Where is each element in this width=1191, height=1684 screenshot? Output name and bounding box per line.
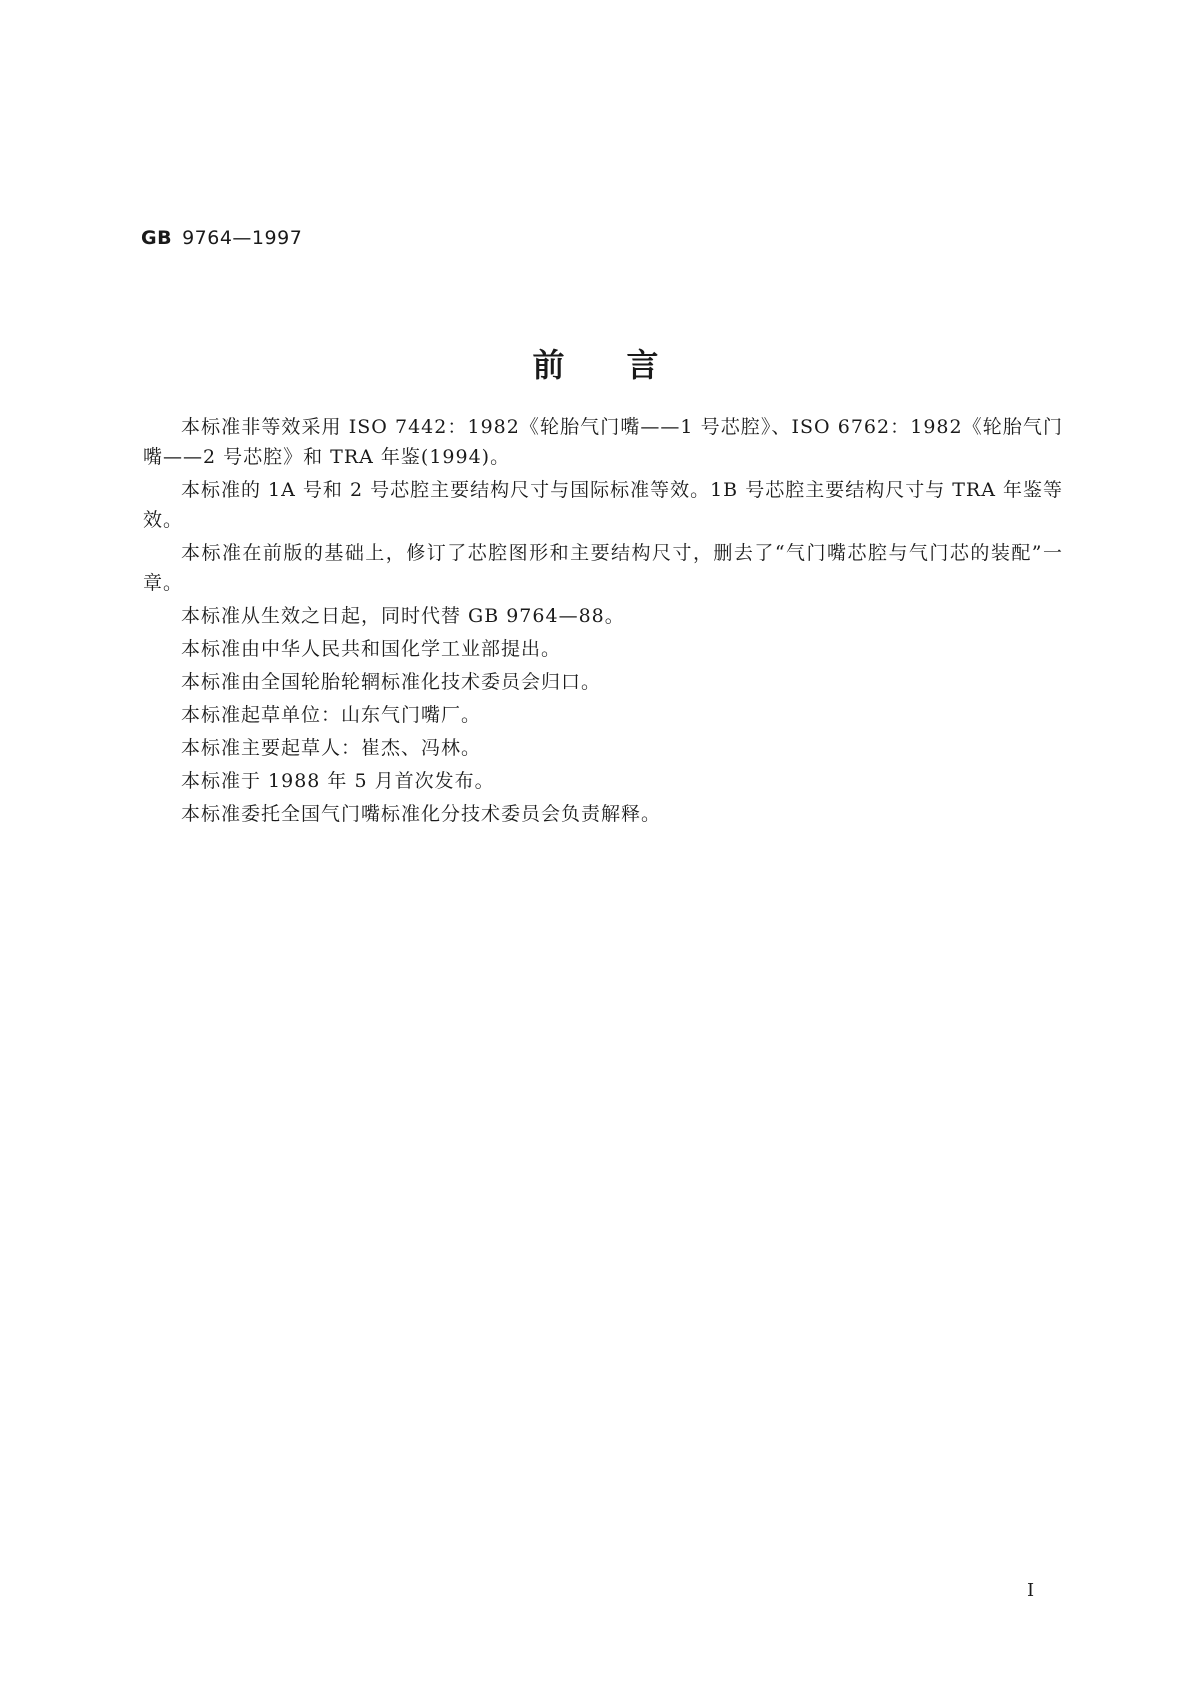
standard-number: 9764—1997 xyxy=(182,227,303,249)
paragraph-equivalence: 本标准的 1A 号和 2 号芯腔主要结构尺寸与国际标准等效。1B 号芯腔主要结构尺寸与 TRA 年鉴等效。 xyxy=(143,479,1063,531)
paragraph-interpretation: 本标准委托全国气门嘴标准化分技术委员会负责解释。 xyxy=(181,803,662,825)
paragraph-drafters: 本标准主要起草人：崔杰、冯林。 xyxy=(181,737,482,759)
standard-number-header xyxy=(141,226,302,250)
paragraph-adoption: 本标准非等效采用 ISO 7442：1982《轮胎气门嘴——1 号芯腔》、ISO 6762：1982《轮胎气门嘴——2 号芯腔》和 TRA 年鉴(1994)。 xyxy=(143,416,1063,468)
page-number: I xyxy=(1027,1580,1035,1601)
paragraph-committee: 本标准由全国轮胎轮辋标准化技术委员会归口。 xyxy=(181,671,602,693)
paragraph-replacement: 本标准从生效之日起，同时代替 GB 9764—88。 xyxy=(181,605,625,627)
paragraph-revision: 本标准在前版的基础上，修订了芯腔图形和主要结构尺寸，删去了“气门嘴芯腔与气门芯的装配”一章。 xyxy=(143,542,1063,594)
paragraph-proposer: 本标准由中华人民共和国化学工业部提出。 xyxy=(181,638,562,660)
paragraph-drafting-unit: 本标准起草单位：山东气门嘴厂。 xyxy=(181,704,482,726)
standard-prefix: GB xyxy=(141,227,173,249)
foreword-body xyxy=(143,412,1063,832)
page-title: 前言 xyxy=(532,346,721,384)
paragraph-first-published: 本标准于 1988 年 5 月首次发布。 xyxy=(181,770,495,792)
